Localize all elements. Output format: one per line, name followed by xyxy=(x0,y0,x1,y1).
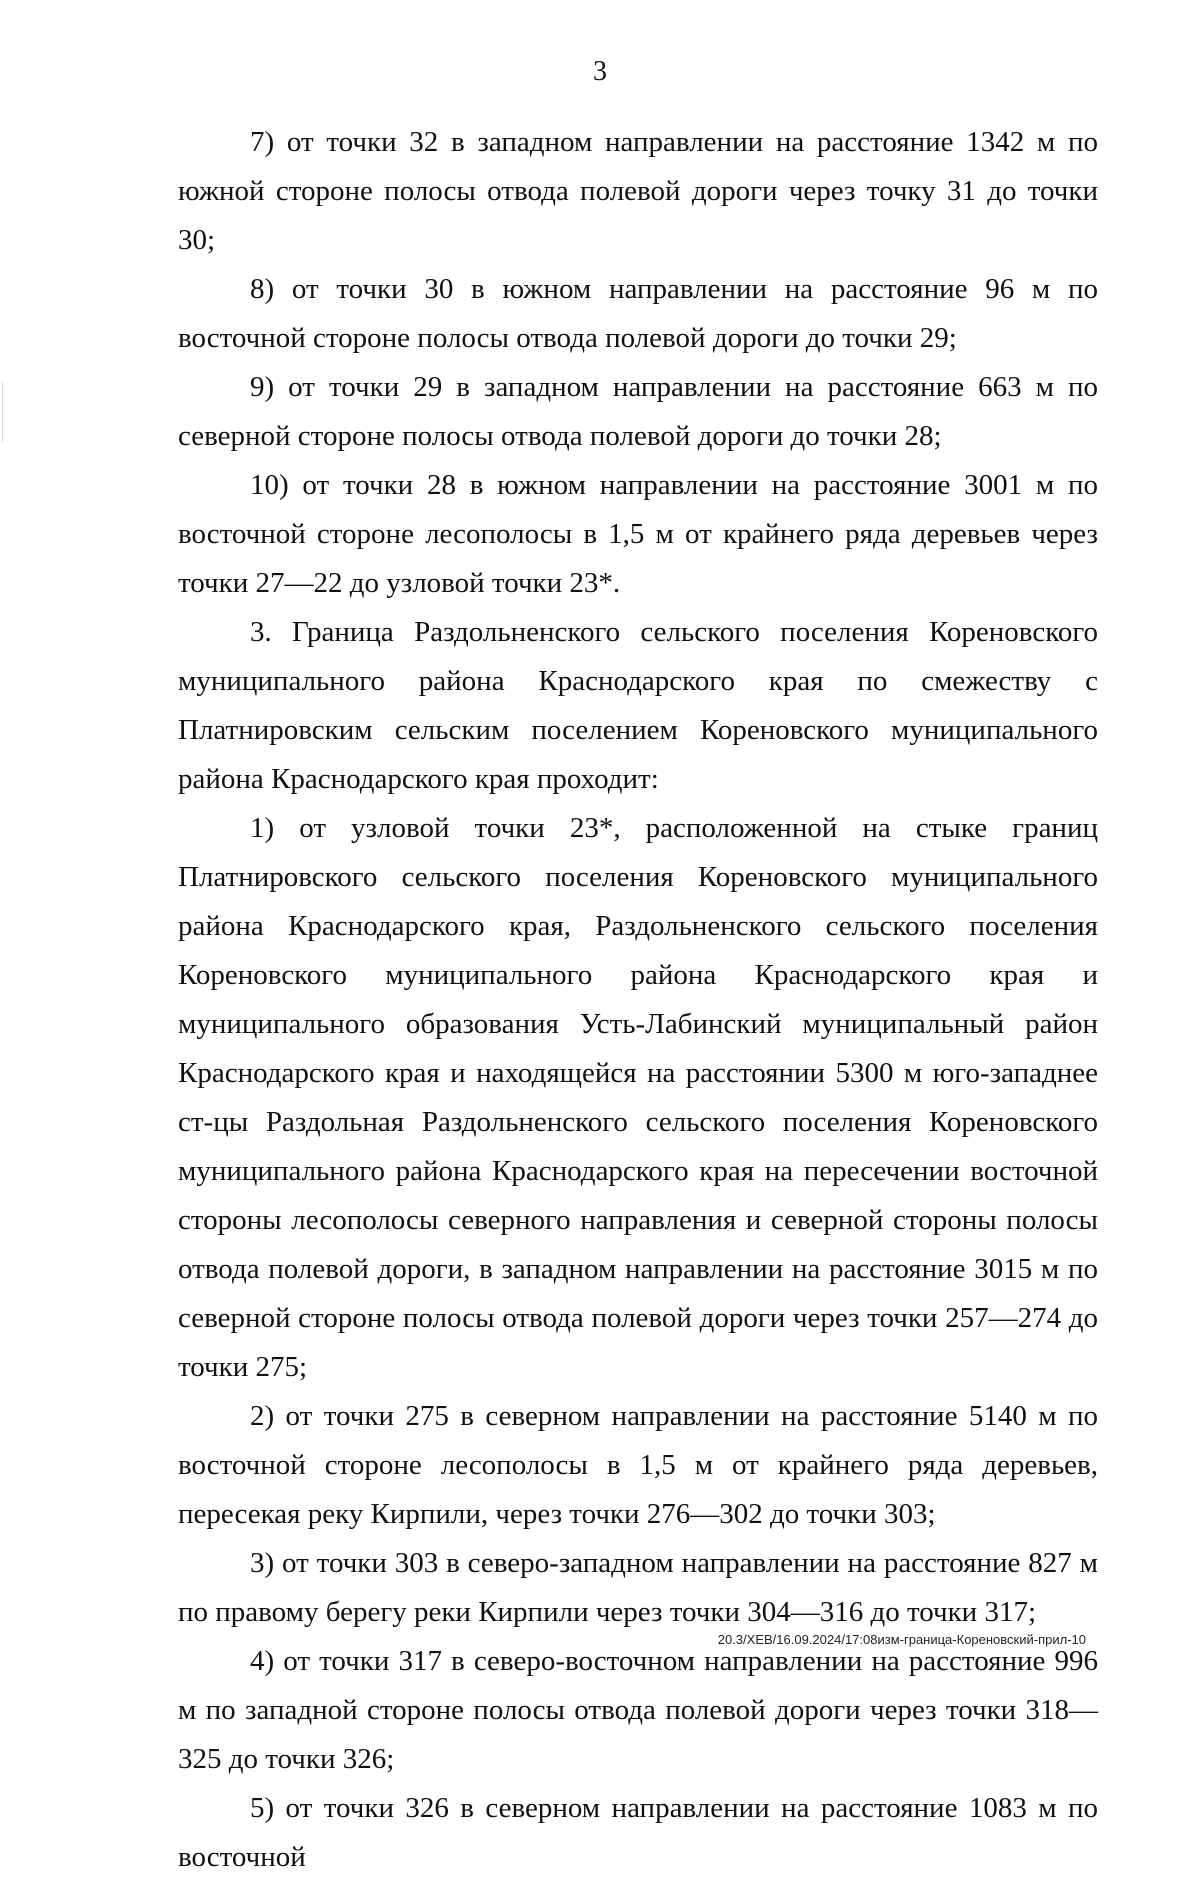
section-3-item-3: 3) от точки 303 в северо-западном направлении на расстояние 827 м по правому берегу реки Кирпили через точки 304—316 до точки 317; xyxy=(178,1547,1098,1628)
paragraph-item-9: 9) от точки 29 в западном направлении на расстояние 663 м по северной стороне полосы отвода полевой дороги до точки 28; xyxy=(178,371,1098,452)
scan-edge-mark xyxy=(2,382,3,442)
document-body xyxy=(178,118,1098,1882)
paragraph-item-8: 8) от точки 30 в южном направлении на расстояние 96 м по восточной стороне полосы отвода полевой дороги до точки 29; xyxy=(178,273,1098,354)
section-3-item-2: 2) от точки 275 в северном направлении на расстояние 5140 м по восточной стороне лесополосы в 1,5 м от крайнего ряда деревьев, пересекая реку Кирпили, через точки 276—302 до точки 303; xyxy=(178,1400,1098,1530)
page-number: 3 xyxy=(593,56,607,87)
section-3-item-5: 5) от точки 326 в северном направлении на расстояние 1083 м по восточной xyxy=(178,1792,1098,1873)
section-3-heading-paragraph: 3. Граница Раздольненского сельского поселения Кореновского муниципального района Краснодарского края по смежеству с Платнировским сельским поселением Кореновского муниципального района Краснодарского края проходит: xyxy=(178,616,1098,795)
section-3-item-1: 1) от узловой точки 23*, расположенной на стыке границ Платнировского сельского поселения Кореновского муниципального района Краснодарского края, Раздольненского сельского поселения Кореновского муниципального района Краснодарского края и муниципального образования Усть-Лабинский муниципальный район Краснодарского края и находящейся на расстоянии 5300 м юго-западнее ст-цы Раздольная Раздольненского сельского поселения Кореновского муниципального района Краснодарского края на пересечении восточной стороны лесополосы северного направления и северной стороны полосы отвода полевой дороги, в западном направлении на расстояние 3015 м по северной стороне полосы отвода полевой дороги через точки 257—274 до точки 275; xyxy=(178,812,1098,1383)
section-3-item-4: 4) от точки 317 в северо-восточном направлении на расстояние 996 м по западной стороне полосы отвода полевой дороги через точки 318—325 до точки 326; xyxy=(178,1645,1098,1775)
paragraph-item-7: 7) от точки 32 в западном направлении на расстояние 1342 м по южной стороне полосы отвода полевой дороги через точку 31 до точки 30; xyxy=(178,126,1098,256)
document-footer-code: 20.3/ХЕВ/16.09.2024/17:08изм-граница-Кореновский-прил-10 xyxy=(717,1632,1086,1647)
paragraph-item-10: 10) от точки 28 в южном направлении на расстояние 3001 м по восточной стороне лесополосы в 1,5 м от крайнего ряда деревьев через точки 27—22 до узловой точки 23*. xyxy=(178,469,1098,599)
